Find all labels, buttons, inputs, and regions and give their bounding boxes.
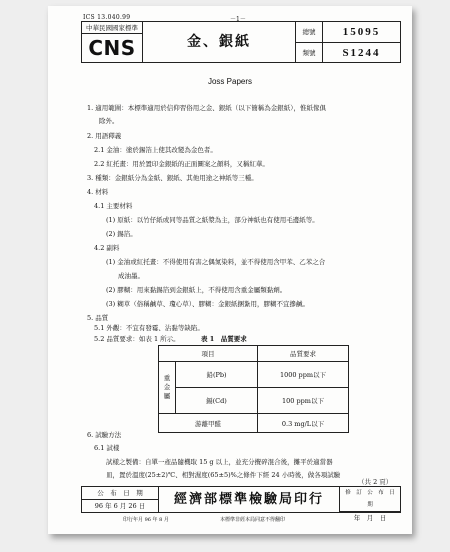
table-cell-formaldehyde-requirement: 0.3 mg/L以下	[258, 414, 349, 433]
table-header-requirement: 品質要求	[258, 346, 349, 362]
body-line: 4. 材料	[87, 188, 109, 196]
document-title: 金、銀紙	[187, 34, 251, 50]
heavy-metal-group-label: 重 金 屬	[159, 362, 176, 414]
body-line: 5.2 品質要求：如表 1 所示。	[94, 335, 180, 343]
body-line: 2. 用語釋義	[87, 132, 122, 140]
document-header	[81, 21, 401, 63]
print-date-note: 印行年月 96 年 8 月	[123, 517, 169, 523]
total-number-label: 總號	[296, 22, 323, 42]
body-line: 6.1 試樣	[94, 444, 120, 452]
published-date-label: 公 布 日 期	[97, 489, 143, 497]
body-line: 2.1 金油：塗於錫箔上使其改變為金色者。	[94, 146, 217, 154]
copyright-notice: 本標準非經本局同意不得翻印	[220, 517, 286, 523]
table-cell-cadmium: 鎘(Cd)	[176, 388, 258, 414]
table-cell-formaldehyde: 游離甲醛	[159, 414, 258, 433]
table-caption: 表 1 品質要求	[201, 335, 247, 343]
cns-logo: CNS	[88, 36, 136, 60]
body-line: 4.1 主要材料	[94, 202, 133, 210]
page-number: －1－	[230, 16, 246, 23]
publisher-name: 經濟部標準檢驗局印行	[173, 492, 324, 507]
table-cell-cadmium-requirement: 100 ppm以下	[258, 388, 349, 414]
body-line: 5.1 外觀：不宜有發霉、沾黏等缺陷。	[94, 324, 204, 332]
table-header-item: 項目	[159, 346, 258, 362]
ics-code: ICS 13.040.99	[83, 14, 131, 21]
body-line: 6. 試驗方法	[87, 431, 122, 439]
table-cell-lead-requirement: 1000 ppm以下	[258, 362, 349, 388]
page-count-note: （共 2 頁）	[358, 478, 393, 486]
body-line: 4.2 副料	[94, 244, 120, 252]
revised-date-label: 修 訂 公 布 日 期	[345, 490, 401, 508]
body-line: 除外。	[99, 117, 119, 125]
body-line: (1) 金油或紅托畫：不得使用有害之偶氮染料，並不得使用含甲苯、乙苯之合	[106, 258, 326, 266]
body-line: 2.2 紅托畫：用於置印金銀紙的正面圖案之顏料，又稱紅華。	[94, 160, 269, 168]
body-line: (2) 錫箔。	[106, 230, 137, 238]
class-number-value: S1244	[342, 47, 381, 59]
body-line: 3. 種類：金銀紙分為金紙、銀紙、其他用途之神紙等三種。	[87, 174, 258, 182]
body-line: 5. 品質	[87, 314, 109, 322]
revised-date: 年 月 日	[340, 511, 400, 524]
cns-logo-box	[82, 22, 143, 62]
class-number-label: 類號	[296, 43, 323, 63]
national-standard-caption: 中華民國國家標準	[82, 22, 142, 34]
body-line: 成油墨。	[118, 272, 144, 280]
english-title: Joss Papers	[207, 77, 253, 86]
body-line: 1. 適用範圍：本標準適用於信仰習俗用之金、銀紙（以下簡稱為金銀紙），惟紙傢俱	[87, 104, 327, 112]
standard-number-box	[295, 22, 400, 62]
body-line: (1) 原紙：以竹仔紙或同等品質之紙漿為主，部分神紙也有使用毛邊紙等。	[106, 216, 319, 224]
body-line: 皿，置於溫度(25±2)℃、相對濕度(65±5)%之條件下經 24 小時後，做各項試驗	[106, 471, 341, 479]
quality-requirements-table	[158, 345, 349, 433]
published-date: 96 年 6 月 26 日	[82, 499, 158, 512]
total-number-value: 15095	[342, 26, 381, 38]
body-line: (3) 糊草（俗稱鹹草、瓊心草）、膠糊：金銀紙捆紮用，膠糊不宜摻鹹。	[106, 300, 310, 308]
body-line: 試樣之製備：自單一產品隨機取 15 g 以上，並充分攪碎混合後，攤平於適當器	[106, 458, 333, 466]
table-cell-lead: 鉛(Pb)	[176, 362, 258, 388]
standard-document-page	[48, 6, 412, 534]
body-line: (2) 膠糊：用來黏錫箔到金銀紙上，不得使用含重金屬類黏劑。	[106, 286, 287, 294]
